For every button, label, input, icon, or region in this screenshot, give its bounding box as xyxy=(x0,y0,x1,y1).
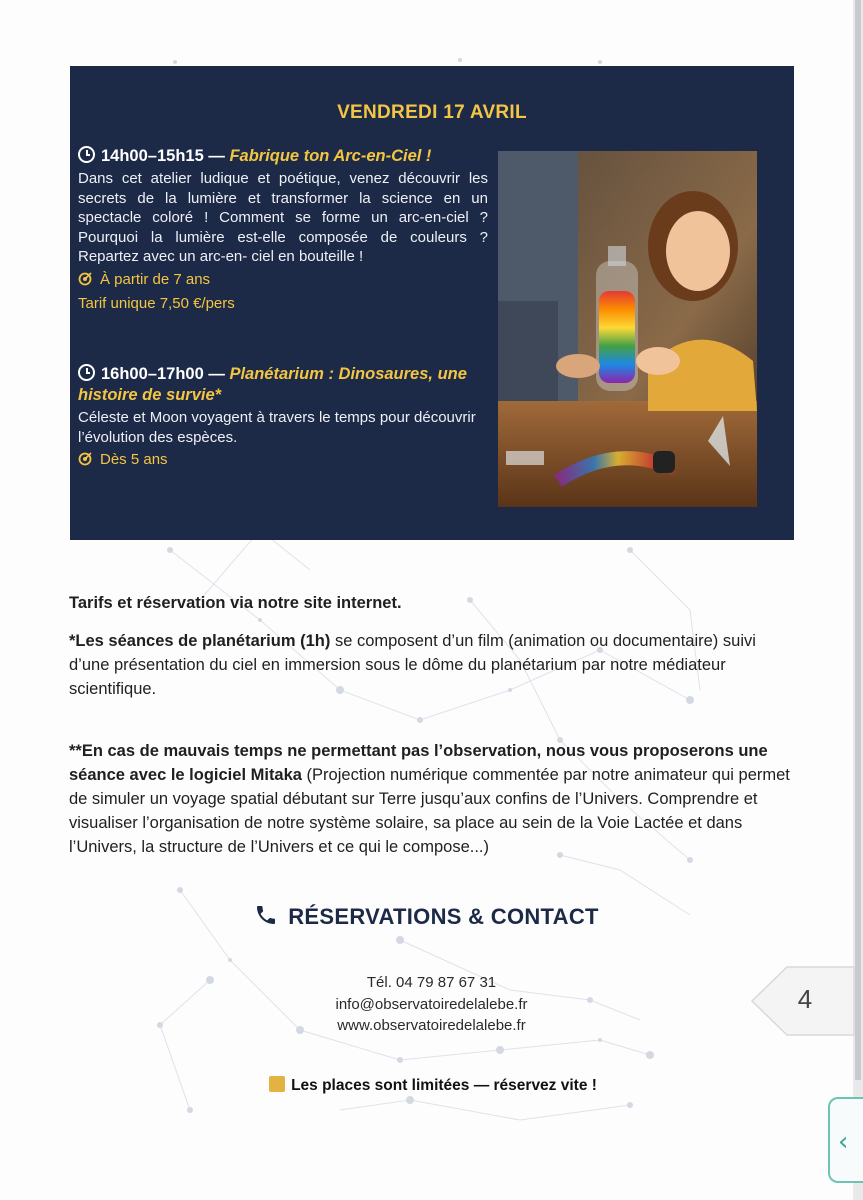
contact-heading xyxy=(0,903,853,930)
contact-details xyxy=(0,972,853,1037)
event-planetarium xyxy=(78,364,488,469)
event-name: Fabrique ton Arc-en-Ciel ! xyxy=(229,147,432,165)
target-icon xyxy=(78,452,92,466)
event-title xyxy=(78,146,488,167)
event-description: Dans cet atelier ludique et poétique, venez découvrir les secrets de la lumière et transformer la science en un spectacle coloré ! Comment se forme un arc-en-ciel ? Pourquoi la lumière est-elle composée de couleurs ? Repartez avec un arc-en- ciel en bouteille ! xyxy=(78,170,488,265)
event-age-text: Dès 5 ans xyxy=(100,451,168,468)
limited-seats-text: Les places sont limitées — réservez vite ! xyxy=(291,1077,597,1094)
event-age xyxy=(78,270,488,289)
event-rainbow xyxy=(78,146,488,312)
clock-icon xyxy=(78,146,95,163)
page-number: 4 xyxy=(797,984,813,1014)
event-age-text: À partir de 7 ans xyxy=(100,270,211,288)
event-time: 14h00–15h15 — xyxy=(101,147,225,165)
clock-icon xyxy=(78,364,95,381)
event-panel xyxy=(70,66,794,540)
event-age xyxy=(78,450,488,469)
planetarium-note xyxy=(69,629,799,701)
back-button[interactable] xyxy=(828,1097,863,1183)
phone-icon xyxy=(254,903,278,927)
contact-website[interactable]: www.observatoiredelalebe.fr xyxy=(337,1017,526,1034)
chevron-left-icon: ‹ xyxy=(838,1127,849,1157)
event-description: Céleste et Moon voyagent à travers le temps pour découvrir l’évolution des espèces. xyxy=(78,409,476,446)
event-time: 16h00–17h00 — xyxy=(101,365,225,383)
event-name: Planétarium : Dinosaures, une histoire de survie* xyxy=(78,365,467,404)
planetarium-note-text: se composent d’un film (animation ou documentaire) suivi d’une présentation du ciel en immersion sous le dôme du planétarium par notre médiateur scientifique. xyxy=(69,631,756,698)
weather-note xyxy=(69,739,799,859)
sparkle-emoji-icon xyxy=(269,1076,285,1092)
event-title xyxy=(78,364,488,406)
limited-seats-note xyxy=(0,1076,853,1095)
contact-heading-text: RÉSERVATIONS & CONTACT xyxy=(288,904,599,929)
planetarium-note-bold: *Les séances de planétarium (1h) xyxy=(69,631,331,650)
target-icon xyxy=(78,272,92,286)
scrollbar-thumb[interactable] xyxy=(855,0,861,1080)
contact-email[interactable]: info@observatoiredelalebe.fr xyxy=(335,995,528,1013)
weather-note-bold: **En cas de mauvais temps ne permettant pas l’observation, nous vous proposerons une séance avec le logiciel Mitaka xyxy=(69,741,768,784)
event-price: Tarif unique 7,50 €/pers xyxy=(78,294,235,312)
weather-note-text: (Projection numérique commentée par notre animateur qui permet de simuler un voyage spatial débutant sur Terre jusqu’aux confins de l’Univers. Comprendre et visualiser l’organisation de notre système solaire, sa place au sein de la Voie Lactée et dans l’Univers, la structure de l’Univers et ce qui le compose...) xyxy=(69,765,790,856)
rainbow-workshop-photo xyxy=(498,151,757,507)
event-day-heading: VENDREDI 17 AVRIL xyxy=(337,102,527,123)
contact-phone[interactable]: Tél. 04 79 87 67 31 xyxy=(366,974,497,991)
booking-note: Tarifs et réservation via notre site internet. xyxy=(69,593,402,612)
